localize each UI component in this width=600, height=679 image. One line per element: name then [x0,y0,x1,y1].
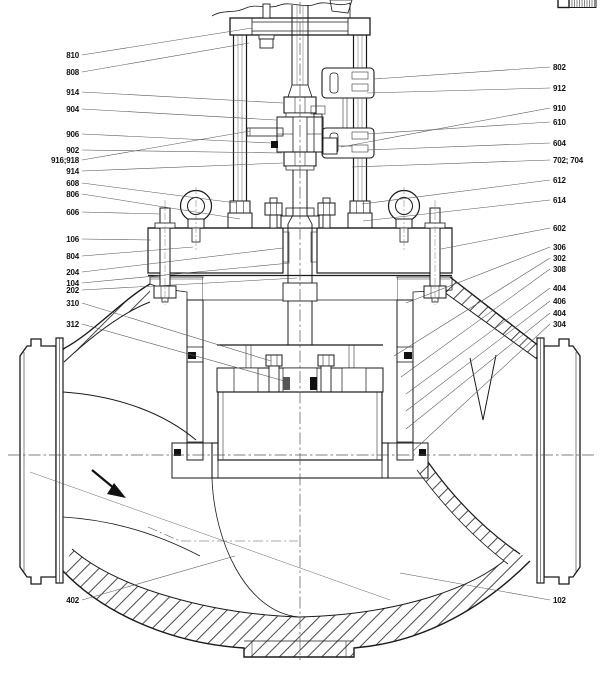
part-number: 404 [553,283,566,293]
gland-nut-right [318,203,335,215]
outlet-flange [544,339,580,584]
cropped-scale-bar-symbol [558,0,596,8]
clamp-pin [247,128,283,136]
gasket-stack-left [187,362,203,442]
part-number: 104 [66,278,79,288]
plug-bolt-left [266,355,282,366]
part-callout-910 [341,104,566,147]
part-callout-914 [66,163,283,176]
part-number: 610 [553,117,566,127]
part-callout-810 [66,28,252,60]
leader-line [82,212,160,214]
part-number: 702; 704 [553,155,583,165]
outlet-guide-vane [470,355,496,420]
part-number: 204 [66,267,79,277]
cage-wall-right [397,300,413,460]
flow-direction-arrow [92,470,126,498]
leader-line [82,92,283,103]
part-number: 912 [553,83,566,93]
leader-line [367,143,550,150]
part-number: 310 [66,298,79,308]
part-number: 604 [553,138,566,148]
cage-wall-left [187,300,203,460]
part-number: 904 [66,104,79,114]
part-callout-912 [367,84,566,93]
part-number: 106 [66,234,79,244]
part-callout-804 [66,247,193,261]
part-callout-906 [66,130,271,143]
part-callout-902 [66,146,282,155]
part-number: 808 [66,67,79,77]
part-number: 916;918 [51,155,79,165]
part-callout-606 [66,208,160,217]
inlet-flange [20,339,56,584]
leader-line [82,248,283,272]
leader-line [362,180,550,204]
leader-line [82,247,193,256]
plate-bolt [263,4,270,18]
part-number: 608 [66,178,79,188]
leader-line [367,88,550,93]
part-number: 602 [553,223,566,233]
part-number: 806 [66,189,79,199]
part-number: 312 [66,319,79,329]
leader-line [341,108,550,147]
leader-line [82,28,252,55]
leader-line [401,269,550,377]
part-number: 810 [66,50,79,60]
part-number: 102 [553,595,566,605]
column-nut-right [350,201,370,213]
part-number: 606 [66,207,79,217]
part-callout-808 [66,43,249,77]
part-number: 612 [553,175,566,185]
part-number: 402 [66,595,79,605]
part-number: 406 [553,296,566,306]
leader-line [406,313,550,429]
leader-line [82,183,236,203]
part-callout-612 [362,176,566,204]
part-number: 914 [66,166,79,176]
part-number: 202 [66,285,79,295]
part-number: 914 [66,87,79,97]
leader-line [367,122,550,134]
part-callout-914 [66,88,283,103]
part-callout-702-704 [352,156,584,167]
part-callout-806 [66,190,240,219]
part-number: 804 [66,251,79,261]
travel-pointer [323,138,337,154]
part-number: 302 [553,253,566,263]
column-washer-left [228,213,252,228]
plug-bolt-right [318,355,334,366]
leader-line [352,160,550,167]
leader-line [82,134,271,143]
part-callout-610 [367,118,566,134]
part-callout-916-918 [51,131,250,165]
part-number: 910 [553,103,566,113]
actuator-break-line [212,3,350,18]
leader-line [441,228,550,249]
part-callout-904 [66,105,276,120]
leader-line [82,239,151,240]
part-number: 802 [553,62,566,72]
part-number: 308 [553,264,566,274]
leader-line [82,150,282,153]
part-number: 906 [66,129,79,139]
gland-nut-left [265,203,282,215]
part-number: 902 [66,145,79,155]
part-number: 614 [553,195,566,205]
part-callout-604 [367,139,566,150]
part-callout-106 [66,235,151,244]
leader-line [374,67,550,79]
part-callout-602 [441,224,566,249]
part-number: 306 [553,242,566,252]
part-number: 404 [553,308,566,318]
leader-line [363,200,550,221]
leader-line [82,163,283,171]
part-callout-802 [374,63,566,79]
part-number: 304 [553,319,566,329]
leader-line [82,43,249,72]
leader-line [413,324,550,451]
